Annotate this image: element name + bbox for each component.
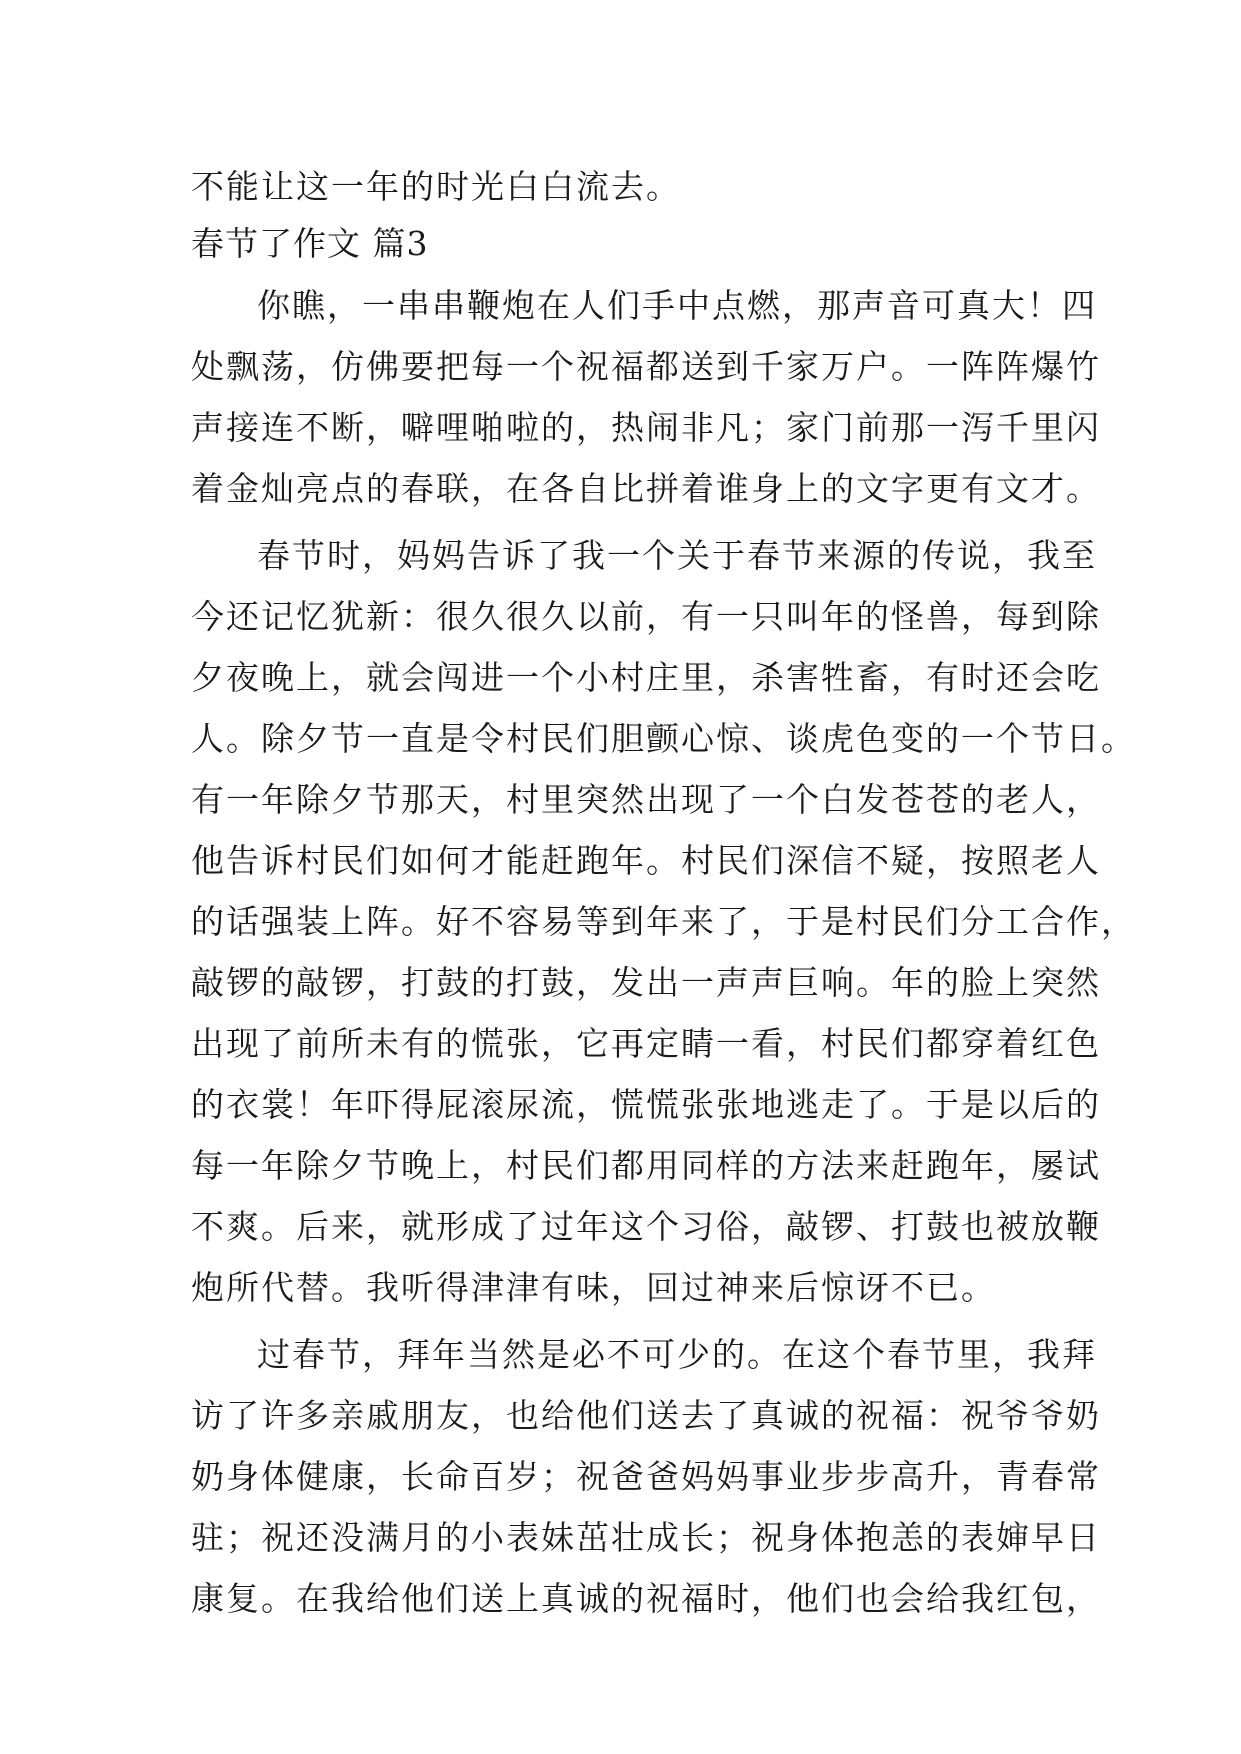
paragraph-2: [191, 525, 1136, 1318]
paragraph-line: 的话强装上阵。好不容易等到年来了，于是村民们分工合作，: [191, 902, 1136, 941]
paragraph-line: 炮所代替。我听得津津有味，回过神来后惊讶不已。: [191, 1268, 996, 1307]
section-heading: 春节了作文 篇3: [191, 224, 429, 263]
paragraph-line: 敲锣的敲锣，打鼓的打鼓，发出一声声巨响。年的脸上突然: [191, 963, 1101, 1002]
document-page: [191, 160, 1136, 1629]
paragraph-line: 今还记忆犹新：很久很久以前，有一只叫年的怪兽，每到除: [191, 597, 1101, 636]
paragraph-line: 每一年除夕节晚上，村民们都用同样的方法来赶跑年，屡试: [191, 1146, 1101, 1185]
paragraph-line: 着金灿亮点的春联，在各自比拼着谁身上的文字更有文才。: [191, 469, 1101, 508]
paragraph-1: [191, 275, 1101, 519]
paragraph-line: 出现了前所未有的慌张，它再定睛一看，村民们都穿着红色: [191, 1024, 1101, 1063]
paragraph-line: 不爽。后来，就形成了过年这个习俗，敲锣、打鼓也被放鞭: [191, 1207, 1101, 1246]
paragraph-line: 奶身体健康，长命百岁；祝爸爸妈妈事业步步高升，青春常: [191, 1457, 1101, 1496]
paragraph-line: 他告诉村民们如何才能赶跑年。村民们深信不疑，按照老人: [191, 841, 1101, 880]
paragraph-line: 处飘荡，仿佛要把每一个祝福都送到千家万户。一阵阵爆竹: [191, 347, 1101, 386]
paragraph-line: 你瞧，一串串鞭炮在人们手中点燃，那声音可真大！四: [257, 286, 1097, 325]
continuation-line: 不能让这一年的时光白白流去。: [191, 167, 681, 206]
paragraph-line: 夕夜晚上，就会闯进一个小村庄里，杀害牲畜，有时还会吃: [191, 658, 1101, 697]
paragraph-3: [191, 1324, 1101, 1629]
paragraph-line: 春节时，妈妈告诉了我一个关于春节来源的传说，我至: [257, 536, 1097, 575]
paragraph-line: 康复。在我给他们送上真诚的祝福时，他们也会给我红包，: [191, 1579, 1101, 1618]
paragraph-line: 驻；祝还没满月的小表妹茁壮成长；祝身体抱恙的表婶早日: [191, 1518, 1101, 1557]
paragraph-line: 人。除夕节一直是令村民们胆颤心惊、谈虎色变的一个节日。: [191, 719, 1136, 758]
paragraph-line: 有一年除夕节那天，村里突然出现了一个白发苍苍的老人，: [191, 780, 1101, 819]
paragraph-line: 的衣裳！年吓得屁滚尿流，慌慌张张地逃走了。于是以后的: [191, 1085, 1101, 1124]
paragraph-line: 过春节，拜年当然是必不可少的。在这个春节里，我拜: [257, 1335, 1097, 1374]
paragraph-line: 声接连不断，噼哩啪啦的，热闹非凡；家门前那一泻千里闪: [191, 408, 1101, 447]
paragraph-line: 访了许多亲戚朋友，也给他们送去了真诚的祝福：祝爷爷奶: [191, 1396, 1101, 1435]
